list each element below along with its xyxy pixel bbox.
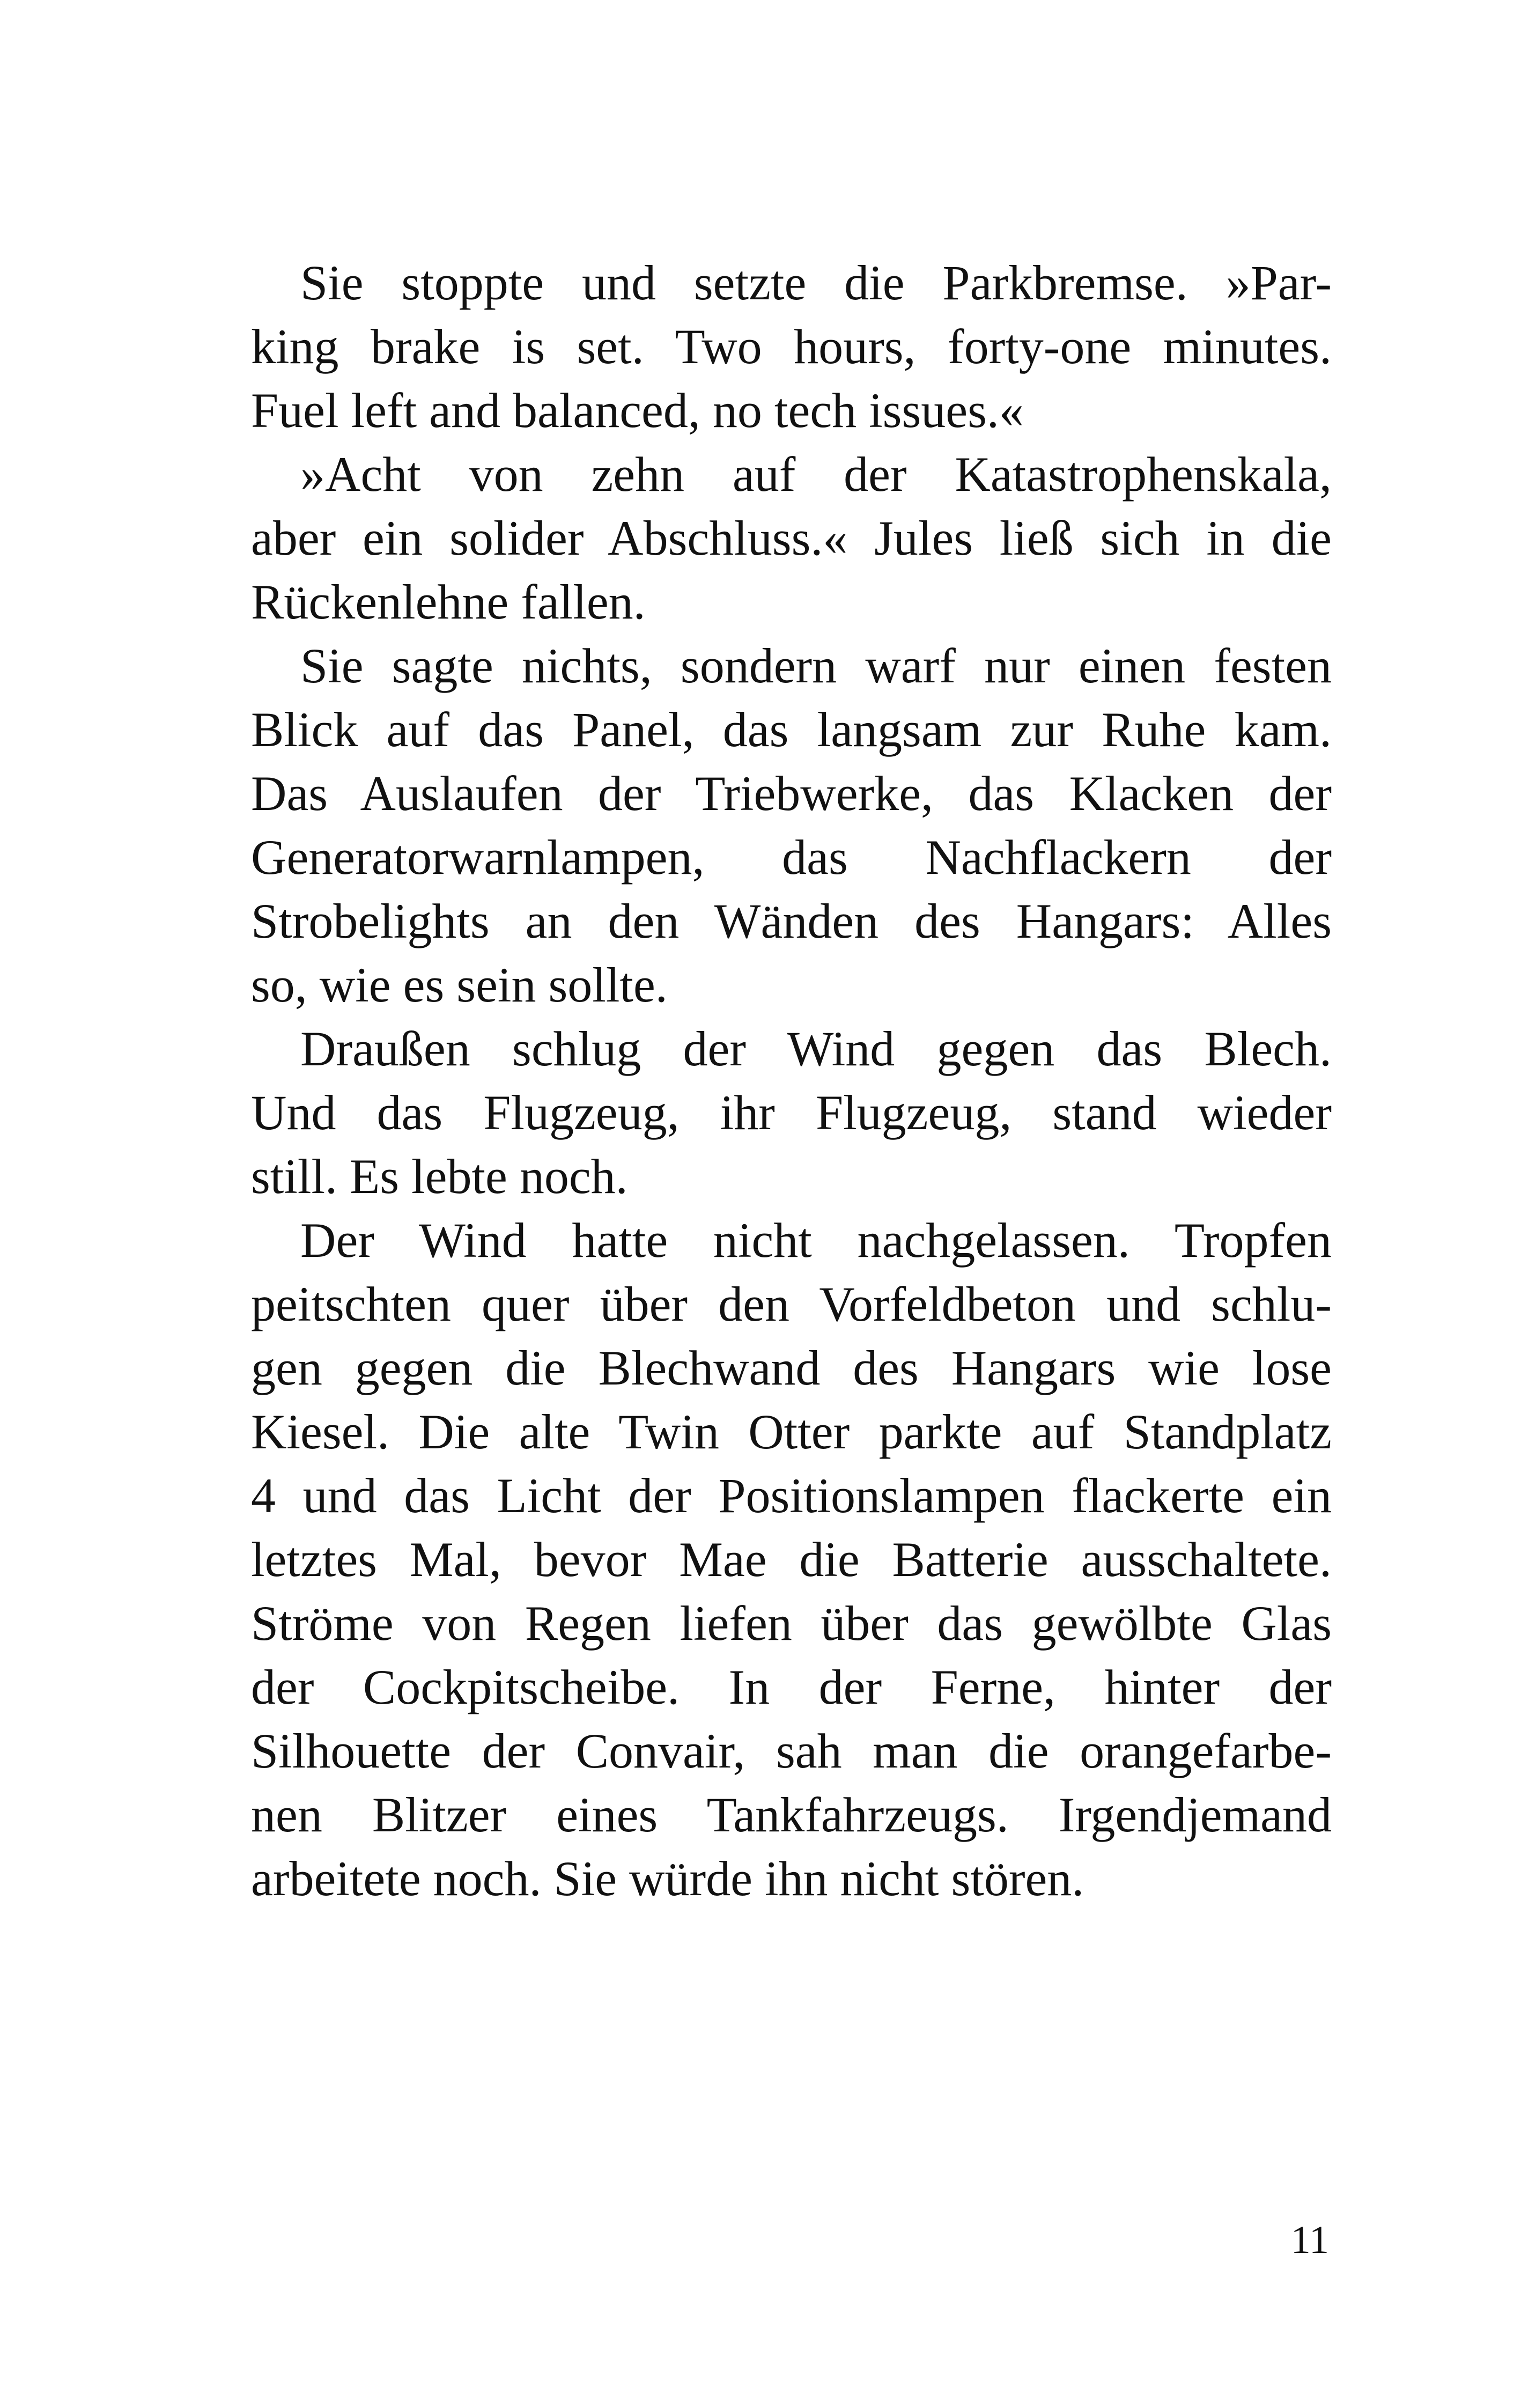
text-line: so, wie es sein sollte. [251,958,668,1012]
text-line: 4 und das Licht der Positionslampen flackerte ein [251,1468,1332,1523]
text-line: Und das Flugzeug, ihr Flugzeug, stand wieder [251,1085,1332,1140]
text-line: Der Wind hatte nicht nachgelassen. Tropfen [300,1213,1332,1268]
body-text [251,251,1332,1911]
text-line: Strobelights an den Wänden des Hangars: Alles [251,894,1332,948]
text-line: Kiesel. Die alte Twin Otter parkte auf Standplatz [251,1404,1332,1459]
text-line: letztes Mal, bevor Mae die Batterie ausschaltete. [251,1532,1332,1587]
text-line: Generatorwarnlampen, das Nachflackern der [251,830,1332,885]
text-line: king brake is set. Two hours, forty-one minutes. [251,319,1332,374]
text-line: aber ein solider Abschluss.« Jules ließ sich in die [251,511,1332,565]
text-line: arbeitete noch. Sie würde ihn nicht stören. [251,1851,1084,1906]
text-line: peitschten quer über den Vorfeldbeton und schlu- [251,1277,1332,1331]
text-line: gen gegen die Blechwand des Hangars wie lose [251,1341,1332,1395]
text-line: nen Blitzer eines Tankfahrzeugs. Irgendjemand [251,1787,1332,1842]
text-line: Das Auslaufen der Triebwerke, das Klacken der [251,766,1332,821]
text-line: still. Es lebte noch. [251,1149,628,1204]
text-line: Blick auf das Panel, das langsam zur Ruhe kam. [251,702,1332,757]
text-line: Fuel left and balanced, no tech issues.« [251,383,1024,438]
text-line: Sie sagte nichts, sondern warf nur einen festen [300,638,1332,693]
text-line: der Cockpitscheibe. In der Ferne, hinter der [251,1660,1332,1714]
text-line: Rückenlehne fallen. [251,575,646,629]
text-line: Silhouette der Convair, sah man die orangefarbe- [251,1724,1332,1778]
text-line: Sie stoppte und setzte die Parkbremse. »Par- [300,255,1332,310]
text-line: Draußen schlug der Wind gegen das Blech. [300,1021,1332,1076]
text-line: »Acht von zehn auf der Katastrophenskala, [300,447,1332,502]
page-number: 11 [1290,2218,1329,2262]
text-line: Ströme von Regen liefen über das gewölbte Glas [251,1596,1332,1651]
